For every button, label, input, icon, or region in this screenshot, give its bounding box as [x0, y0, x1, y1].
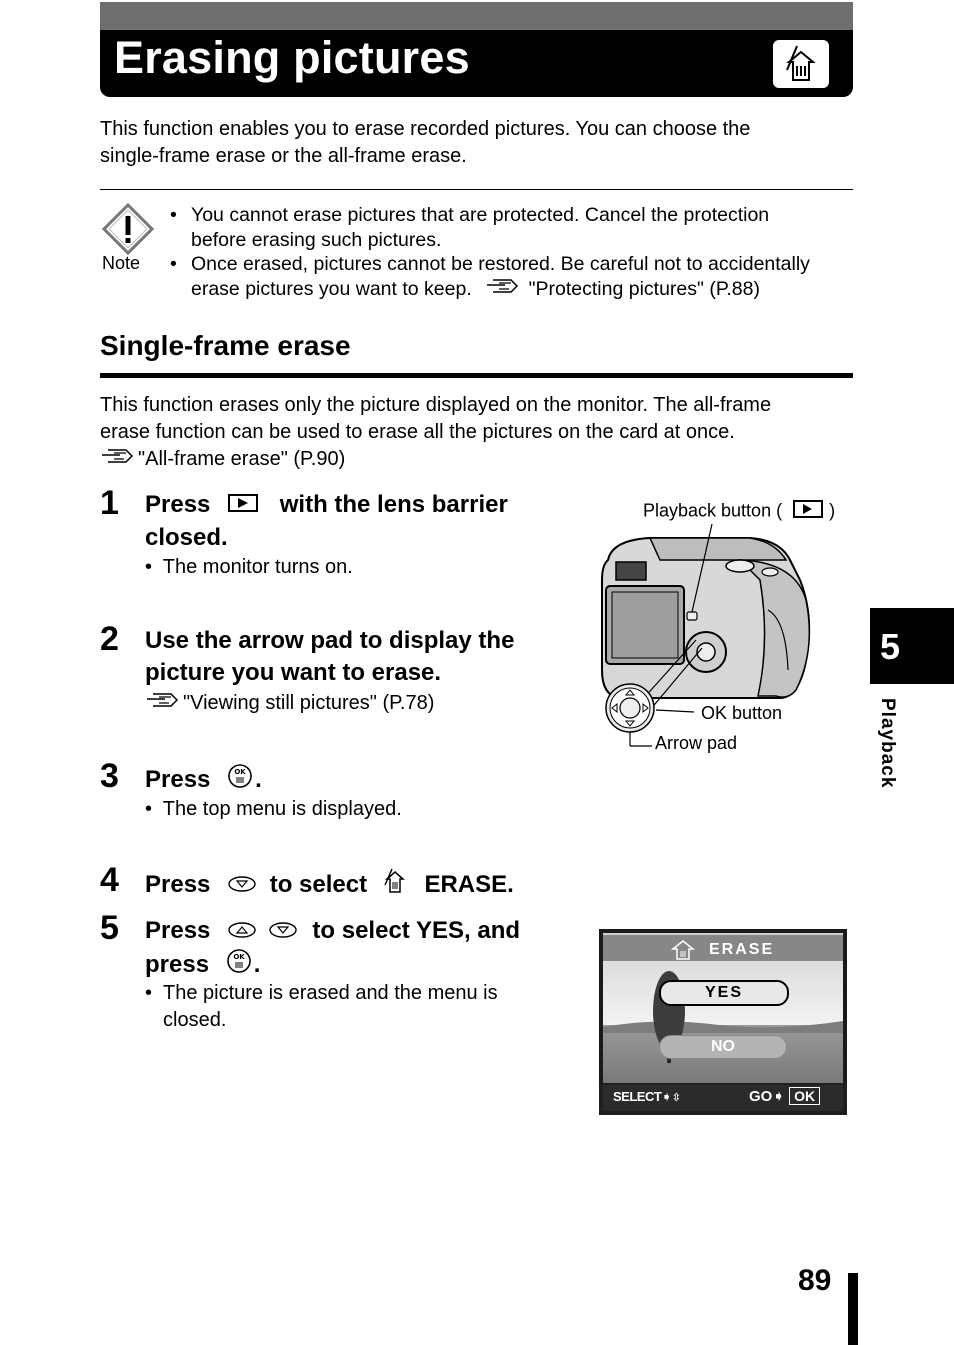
updown-icon: ⇳ [671, 1092, 681, 1104]
step-1-line [145, 489, 565, 522]
step-number: 4 [100, 861, 119, 899]
arrow-down-icon [268, 916, 298, 948]
chapter-label: Playback [877, 698, 898, 789]
step-text: . [253, 950, 261, 978]
step-5-sub [145, 980, 565, 1034]
svg-text:OK: OK [233, 952, 245, 961]
step-number: 3 [100, 757, 119, 795]
bullet: • [145, 556, 163, 578]
camera-illustration [590, 520, 830, 760]
step-number: 1 [100, 484, 119, 522]
sub-text: The monitor turns on. [162, 556, 353, 578]
select-label: SELECT [613, 1089, 662, 1104]
step-number: 2 [100, 620, 119, 658]
section-reference[interactable]: "All-frame erase" (P.90) [138, 448, 346, 470]
sub-text: The picture is erased and the menu is [163, 982, 498, 1004]
title-banner-strip [100, 2, 853, 30]
reference-hand-icon [485, 277, 519, 302]
ok-button-icon [226, 948, 252, 983]
caption-text: ) [829, 500, 836, 521]
step-text: Press [145, 491, 211, 518]
section-description [100, 392, 771, 473]
step-text: ERASE. [424, 870, 514, 898]
step-text: picture you want to erase. [145, 659, 442, 686]
step-text: . [255, 765, 262, 793]
ok-button-caption: OK button [701, 703, 783, 723]
ok-button-icon [227, 763, 253, 798]
note-line [191, 277, 860, 302]
step-4 [145, 867, 514, 904]
caption-text: Playback button ( [643, 500, 783, 521]
caution-icon [102, 203, 154, 255]
step-text: with the lens barrier [279, 491, 508, 518]
step-text: Press [145, 765, 211, 793]
step-text: press [145, 950, 210, 978]
step-2-ref [145, 690, 434, 717]
reference-hand-icon [145, 690, 179, 717]
screen-no-option[interactable]: NO [659, 1035, 787, 1059]
section-desc-line: This function erases only the picture displayed on the monitor. The all-frame [100, 394, 772, 416]
arrow-pad-caption: Arrow pad [655, 733, 738, 753]
step-2 [145, 625, 575, 689]
screen-select-hint [613, 1089, 680, 1105]
step-number: 5 [100, 909, 119, 947]
right-arrow-icon: ➧ [772, 1088, 785, 1105]
note-reference[interactable]: "Protecting pictures" (P.88) [528, 277, 760, 300]
screen-erase-icon [669, 939, 697, 966]
erase-icon [773, 40, 829, 88]
lcd-screen [599, 929, 847, 1115]
section-ref-line [100, 446, 771, 473]
step-5 [145, 915, 565, 983]
bullet: • [145, 982, 153, 1004]
step-5-line [145, 915, 565, 948]
screen-yes-option[interactable]: YES [659, 980, 789, 1006]
step-text: Press [145, 870, 211, 898]
step-1-sub [145, 554, 353, 581]
ok-badge: OK [789, 1087, 820, 1105]
title-banner [100, 2, 853, 97]
screen-menu-title: ERASE [709, 941, 775, 958]
sub-text: closed. [163, 1009, 227, 1031]
arrow-up-icon [227, 916, 257, 948]
page-title: Erasing pictures [114, 32, 470, 83]
note-line-text: erase pictures you want to keep. [191, 277, 472, 300]
section-title: Single-frame erase [100, 330, 351, 361]
section-rule [100, 373, 853, 378]
sub-text: The top menu is displayed. [162, 798, 402, 820]
reference-hand-icon [100, 446, 134, 473]
intro-line: This function enables you to erase recorded pictures. You can choose the [100, 118, 751, 140]
note-line: Once erased, pictures cannot be restored. Be careful not to accidentally [191, 253, 810, 275]
step-text: Use the arrow pad to display the [145, 627, 515, 654]
arrow-down-icon [227, 870, 257, 902]
page-number-bar [848, 1273, 858, 1345]
note-label: Note [102, 253, 141, 273]
section-desc-line: erase function can be used to erase all the pictures on the card at once. [100, 421, 735, 443]
step-text: closed. [145, 523, 228, 551]
intro-text [100, 116, 750, 170]
bullet: • [170, 253, 177, 275]
playback-button-icon [227, 490, 259, 522]
step-3-sub [145, 796, 402, 823]
divider [100, 189, 853, 190]
note-list [170, 203, 860, 302]
intro-line: single-frame erase or the all-frame erase. [100, 145, 467, 167]
chapter-number: 5 [880, 626, 901, 667]
step-text: to select YES, and [312, 917, 521, 944]
sub-item [145, 980, 565, 1034]
screen-go-hint [749, 1087, 820, 1105]
step-reference[interactable]: "Viewing still pictures" (P.78) [183, 692, 435, 714]
step-1 [145, 489, 565, 554]
note-line: before erasing such pictures. [191, 228, 442, 251]
step-3 [145, 763, 262, 798]
svg-text:OK: OK [234, 768, 246, 776]
go-label: GO [749, 1088, 773, 1105]
bullet: • [145, 798, 163, 820]
bullet: • [170, 204, 177, 226]
step-text: to select [269, 870, 368, 898]
note-item [170, 203, 860, 252]
right-arrow-icon: ➧ [661, 1089, 672, 1104]
note-line: You cannot erase pictures that are protected. Cancel the protection [191, 204, 770, 226]
step-text: Press [145, 917, 211, 944]
step-5-line [145, 948, 565, 983]
page-number: 89 [798, 1264, 832, 1297]
note-item [170, 252, 860, 302]
erase-icon [382, 867, 408, 904]
